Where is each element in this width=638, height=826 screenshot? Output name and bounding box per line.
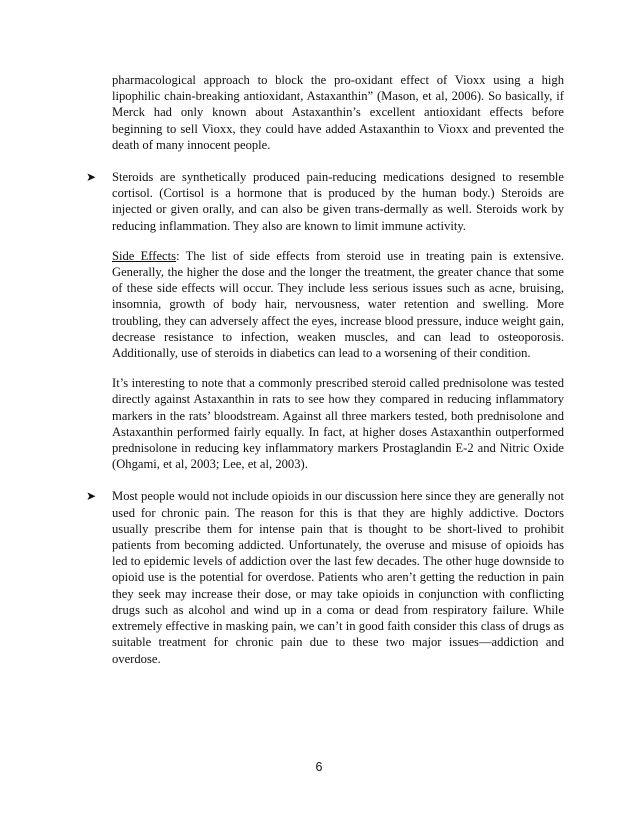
bullet-steroids (86, 169, 564, 472)
page-body (86, 72, 564, 667)
page-number: 6 (315, 760, 323, 774)
side-effects-text: : The list of side effects from steroid use in treating pain is extensive. Generally, the higher the dose and the longer the treatment, the greater chance that some of these side effects will occur. They include less serious issues such as acne, bruising, insomnia, growth of body hair, nervousness, water retention and swelling. More troubling, they can adversely affect the eyes, increase blood pressure, induce weight gain, decrease resistance to infection, weaken muscles, and can lead to osteoporosis. Additionally, use of steroids in diabetics can lead to a worsening of their condition. (112, 248, 564, 361)
arrow-bullet-icon: ➤ (86, 489, 97, 504)
opioids-paragraph: Most people would not include opioids in our discussion here since they are generally not used for chronic pain. The reason for this is that they are highly addictive. Doctors usually prescribe them for intense pain that is thought to be short-lived to prohibit patients from becoming addicted. Unfortunately, the overuse and misuse of opioids has led to epidemic levels of addiction over the last few decades. The other huge downside to opioid use is the potential for overdose. Patients who aren’t getting the reduction in pain they seek may increase their dose, or may take opioids in conjunction with conflicting drugs such as alcohol and wind up in a coma or dead from respiratory failure. While extremely effective in masking pain, we can’t in good faith consider this class of drugs as suitable treatment for chronic pain due to these two major issues—addiction and overdose. (112, 489, 564, 666)
side-effects-paragraph (112, 248, 564, 361)
prednisolone-comparison: It’s interesting to note that a commonly prescribed steroid called prednisolone was tested directly against Astaxanthin in rats to see how they compared in reducing inflammatory markers in the rats’ bloodstream. Against all three markers tested, both prednisolone and Astaxanthin performed fairly equally. In fact, at higher doses Astaxanthin outperformed prednisolone in reducing key inflammatory markers Prostaglandin E-2 and Nitric Oxide (Ohgami, et al, 2003; Lee, et al, 2003). (112, 376, 564, 472)
steroids-intro: Steroids are synthetically produced pain-reducing medications designed to resemble cortisol. (Cortisol is a hormone that is produced by the human body.) Steroids are injected or given orally, and can also be given trans-dermally as well. Steroids work by reducing inflammation. They also are known to limit immune activity. (112, 170, 564, 233)
arrow-bullet-icon: ➤ (86, 170, 97, 185)
side-effects-label: Side Effects (112, 248, 177, 263)
bullet-opioids (86, 488, 564, 666)
continued-paragraph: pharmacological approach to block the pro-oxidant effect of Vioxx using a high lipophilic chain-breaking antioxidant, Astaxanthin” (Mason, et al, 2006). So basically, if Merck had only known about Astaxanthin’s excellent antioxidant effects before beginning to sell Vioxx, they could have added Astaxanthin to Vioxx and prevented the death of many innocent people. (112, 73, 564, 152)
